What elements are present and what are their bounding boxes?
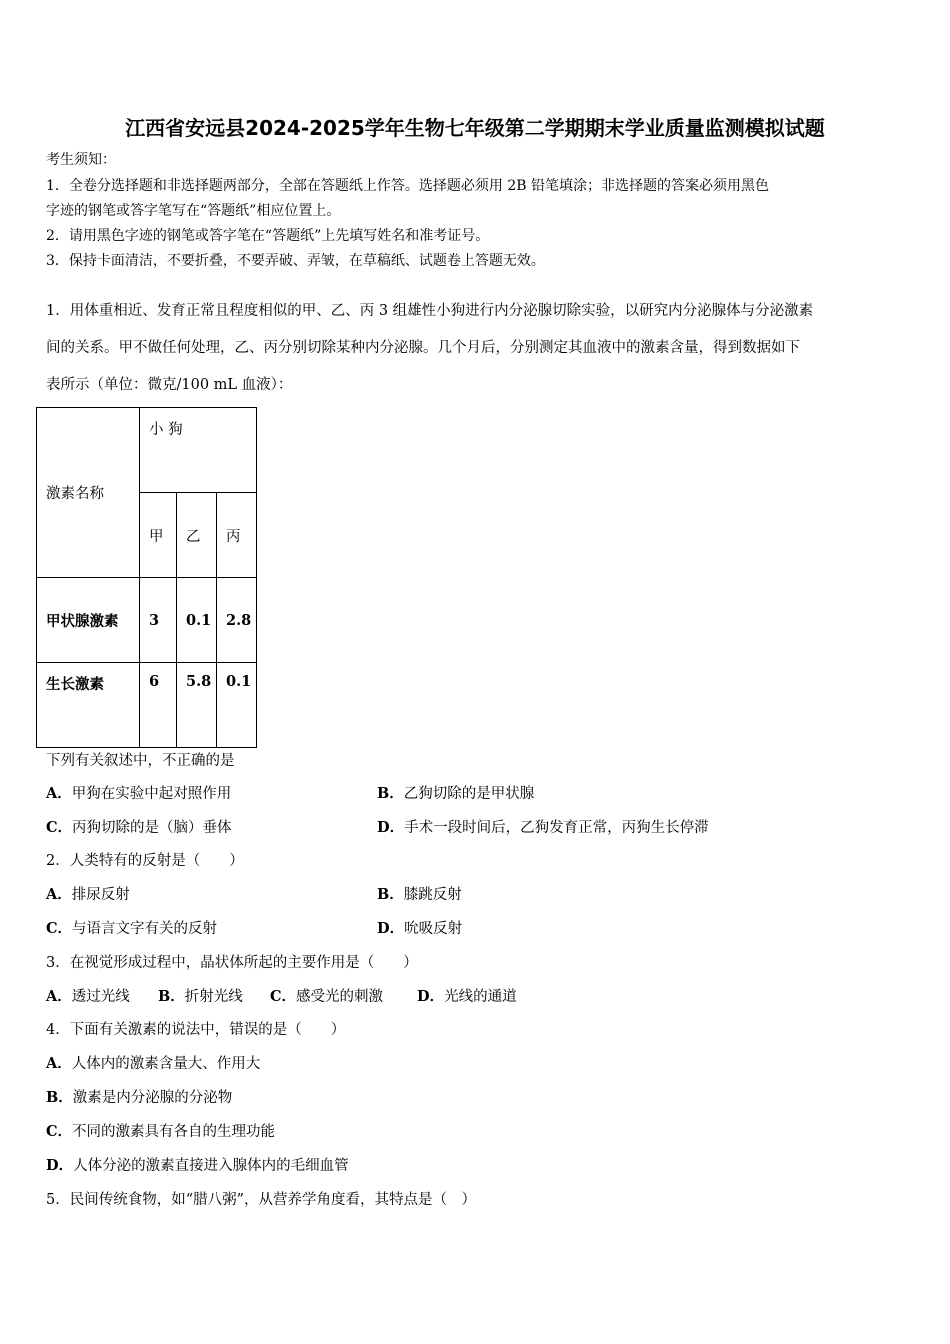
notice-item-2: 2．请用黑色字迹的钢笔或答字笔在“答题纸”上先填写姓名和准考证号。: [46, 228, 490, 244]
hormone-table: [36, 407, 257, 748]
question-1-line-3: 表所示（单位：微克/100 mL 血液）：: [46, 377, 293, 393]
notice-heading: 考生须知：: [46, 152, 116, 168]
question-2-stem: 2．人类特有的反射是（ ）: [46, 853, 244, 869]
table-header-col-jia: 甲: [140, 493, 177, 578]
page-title: 江西省安远县2024-2025学年生物七年级第二学期期末学业质量监测模拟试题: [125, 116, 825, 140]
question-2-option-d[interactable]: D．吮吸反射: [377, 920, 463, 937]
table-header-hormone-name: 激素名称: [37, 408, 140, 578]
question-3-option-c[interactable]: C．感受光的刺激: [270, 988, 384, 1005]
question-4-option-b[interactable]: B．激素是内分泌腺的分泌物: [46, 1089, 233, 1106]
notice-item-3: 3．保持卡面清洁，不要折叠，不要弄破、弄皱，在草稿纸、试题卷上答题无效。: [46, 253, 545, 269]
question-1-stem: 下列有关叙述中，不正确的是: [46, 753, 235, 769]
table-cell: 0.1: [177, 578, 217, 663]
question-4-stem: 4．下面有关激素的说法中，错误的是（ ）: [46, 1022, 346, 1038]
table-cell: 0.1: [217, 663, 257, 748]
question-2-option-c[interactable]: C．与语言文字有关的反射: [46, 920, 218, 937]
question-3-stem: 3．在视觉形成过程中，晶状体所起的主要作用是（ ）: [46, 955, 418, 971]
question-4-option-a[interactable]: A．人体内的激素含量大、作用大: [46, 1055, 261, 1072]
question-3-option-a[interactable]: A．透过光线: [46, 988, 130, 1005]
table-header-col-yi: 乙: [177, 493, 217, 578]
table-cell: 5.8: [177, 663, 217, 748]
question-5-stem: 5．民间传统食物，如“腊八粥”，从营养学角度看，其特点是（ ）: [46, 1192, 477, 1208]
table-header-col-bing: 丙: [217, 493, 257, 578]
question-1-line-1: 1．用体重相近、发育正常且程度相似的甲、乙、丙 3 组雄性小狗进行内分泌腺切除实验，以研究内分泌腺体与分泌激素: [46, 303, 814, 319]
question-4-option-c[interactable]: C．不同的激素具有各自的生理功能: [46, 1123, 276, 1140]
question-2-option-a[interactable]: A．排尿反射: [46, 886, 130, 903]
question-1-line-2: 间的关系。甲不做任何处理，乙、丙分别切除某种内分泌腺。几个月后，分别测定其血液中的激素含量，得到数据如下: [46, 340, 800, 356]
question-3-option-d[interactable]: D．光线的通道: [417, 988, 517, 1005]
question-3-option-b[interactable]: B．折射光线: [158, 988, 243, 1005]
question-1-option-a[interactable]: A．甲狗在实验中起对照作用: [46, 785, 232, 802]
table-row-name: 生长激素: [37, 663, 140, 748]
table-row-name: 甲状腺激素: [37, 578, 140, 663]
table-header-puppy: 小 狗: [140, 408, 257, 493]
notice-item-1-line-2: 字迹的钢笔或答字笔写在“答题纸”相应位置上。: [46, 203, 341, 219]
table-cell: 6: [140, 663, 177, 748]
question-1-option-c[interactable]: C．丙狗切除的是（脑）垂体: [46, 819, 232, 836]
question-2-option-b[interactable]: B．膝跳反射: [377, 886, 462, 903]
table-cell: 3: [140, 578, 177, 663]
question-1-option-b[interactable]: B．乙狗切除的是甲状腺: [377, 785, 535, 802]
table-cell: 2.8: [217, 578, 257, 663]
question-4-option-d[interactable]: D．人体分泌的激素直接进入腺体内的毛细血管: [46, 1157, 349, 1174]
notice-item-1-line-1: 1．全卷分选择题和非选择题两部分，全部在答题纸上作答。选择题必须用 2B 铅笔填涂；非选择题的答案必须用黑色: [46, 178, 769, 194]
question-1-option-d[interactable]: D．手术一段时间后，乙狗发育正常，丙狗生长停滞: [377, 819, 709, 836]
